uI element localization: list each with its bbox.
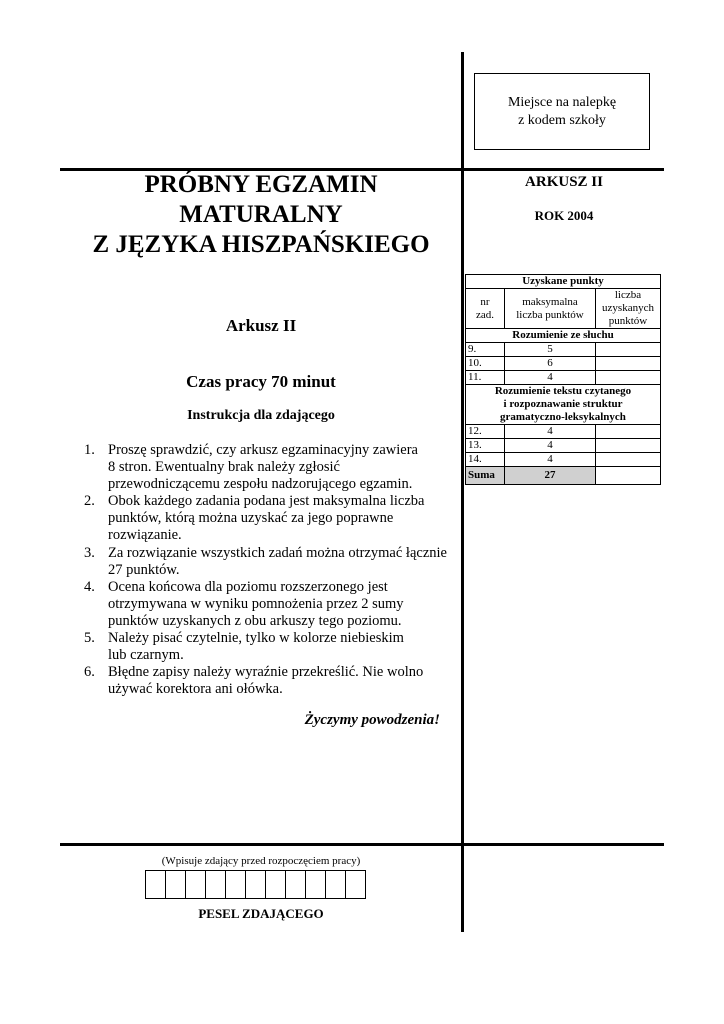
list-item-line: Proszę sprawdzić, czy arkusz egzaminacyjny zawiera (108, 442, 418, 458)
pesel-digit-box (205, 870, 226, 899)
pesel-label: PESEL ZDAJĄCEGO (198, 906, 324, 921)
column-header-line: zad. (475, 308, 494, 321)
list-item-line: Błędne zapisy należy wyraźnie przekreślić. Nie wolno (108, 664, 424, 681)
column-header-max (505, 289, 596, 329)
task-number: 12. (466, 425, 505, 439)
list-item-line: Za rozwiązanie wszystkich zadań można otrzymać łącznie (108, 544, 447, 561)
pesel-digit-box (325, 870, 346, 899)
sheet-label-left: Arkusz II (225, 316, 297, 335)
instructions-title: Instrukcja dla zdającego (187, 408, 335, 423)
sum-label: Suma (466, 467, 505, 485)
school-sticker-box (474, 73, 650, 150)
task-max-points: 5 (505, 343, 596, 357)
pesel-digit-box (225, 870, 246, 899)
sticker-line-2: z kodem szkoły (518, 112, 606, 128)
table-row (466, 357, 661, 371)
list-item-line: rozwiązanie. (108, 527, 182, 544)
title-line-1: PRÓBNY EGZAMIN (144, 171, 378, 198)
table-row (466, 453, 661, 467)
sum-obtained-points (596, 467, 661, 485)
list-item-line: używać korektora ani ołówka. (108, 681, 283, 698)
pesel-digit-box (305, 870, 326, 899)
table-row (466, 439, 661, 453)
task-number: 13. (466, 439, 505, 453)
list-item-line: Należy pisać czytelnie, tylko w kolorze niebieskim (108, 630, 404, 647)
section-header-listening: Rozumienie ze słuchu (466, 329, 661, 343)
exam-year: ROK 2004 (534, 208, 594, 223)
list-item (84, 545, 456, 579)
column-header-obtained (596, 289, 661, 329)
column-header-line: liczba punktów (516, 308, 584, 321)
exam-title (60, 170, 462, 260)
task-obtained-points (596, 357, 661, 371)
list-item-number: 4. (84, 578, 95, 595)
list-item-number: 2. (84, 493, 95, 510)
section-header-line: Rozumienie tekstu czytanego (494, 385, 632, 397)
pesel-digit-box (345, 870, 366, 899)
task-number: 10. (466, 357, 505, 371)
task-max-points: 4 (505, 371, 596, 385)
good-luck-message: Życzymy powodzenia! (304, 712, 440, 728)
list-item (84, 664, 456, 698)
sheet-label-right: ARKUSZ II (525, 174, 603, 190)
list-item (84, 442, 456, 493)
title-line-2: MATURALNY (179, 201, 343, 228)
list-item-line: Ocena końcowa dla poziomu rozszerzonego jest (108, 578, 388, 595)
title-line-3: Z JĘZYKA HISZPAŃSKIEGO (92, 231, 430, 258)
list-item-line: 27 punktów. (108, 561, 180, 578)
section-header-line: gramatyczno-leksykalnych (500, 411, 626, 423)
task-number: 14. (466, 453, 505, 467)
task-obtained-points (596, 371, 661, 385)
task-max-points: 4 (505, 453, 596, 467)
task-number: 11. (466, 371, 505, 385)
list-item-line: Obok każdego zadania podana jest maksymalna liczba (108, 493, 425, 510)
sticker-line-1: Miejsce na nalepkę (507, 94, 617, 110)
section-header-reading (466, 385, 661, 425)
table-row (466, 425, 661, 439)
column-header-line: punktów (608, 315, 648, 327)
bottom-divider (60, 843, 664, 846)
table-row (466, 371, 661, 385)
pesel-digit-box (285, 870, 306, 899)
pesel-digit-box (185, 870, 206, 899)
column-header-line: liczba (614, 289, 642, 301)
sum-max-points: 27 (505, 467, 596, 485)
task-obtained-points (596, 343, 661, 357)
list-item-line: otrzymywana w wyniku pomnożenia przez 2 sumy (108, 595, 404, 612)
score-table-column-headers (466, 289, 661, 329)
exam-duration: Czas pracy 70 minut (186, 372, 336, 391)
list-item (84, 579, 456, 630)
column-header-line: nr (480, 295, 490, 308)
column-header-line: maksymalna (522, 295, 578, 308)
list-item (84, 493, 456, 544)
list-item-number: 6. (84, 664, 95, 681)
instructions-list (84, 442, 456, 698)
pesel-digit-box (145, 870, 166, 899)
pesel-digit-box (165, 870, 186, 899)
section-header-line: i rozpoznawanie struktur (503, 398, 623, 410)
list-item-line: punktów uzyskanych z obu arkuszy tego poziomu. (108, 612, 402, 629)
pesel-digit-box (265, 870, 286, 899)
task-max-points: 6 (505, 357, 596, 371)
pesel-input-boxes (146, 870, 366, 899)
list-item (84, 630, 456, 664)
score-table (465, 274, 661, 485)
list-item-line: punktów, którą można uzyskać za jego poprawne (108, 510, 394, 527)
pesel-digit-box (245, 870, 266, 899)
task-max-points: 4 (505, 425, 596, 439)
column-header-line: uzyskanych (602, 302, 654, 314)
list-item-number: 3. (84, 544, 95, 561)
task-max-points: 4 (505, 439, 596, 453)
task-obtained-points (596, 453, 661, 467)
table-row (466, 343, 661, 357)
list-item-line: przewodniczącemu zespołu nadzorującego egzamin. (108, 476, 413, 493)
task-number: 9. (466, 343, 505, 357)
task-obtained-points (596, 425, 661, 439)
list-item-number: 5. (84, 630, 95, 647)
score-table-header: Uzyskane punkty (466, 275, 661, 289)
list-item-line: lub czarnym. (108, 647, 184, 664)
pesel-note: (Wpisuje zdający przed rozpoczęciem pracy) (161, 855, 361, 867)
column-header-nr (466, 289, 505, 329)
list-item-line: 8 stron. Ewentualny brak należy zgłosić (108, 459, 340, 476)
task-obtained-points (596, 439, 661, 453)
list-item-number: 1. (84, 442, 95, 458)
sum-row (466, 467, 661, 485)
